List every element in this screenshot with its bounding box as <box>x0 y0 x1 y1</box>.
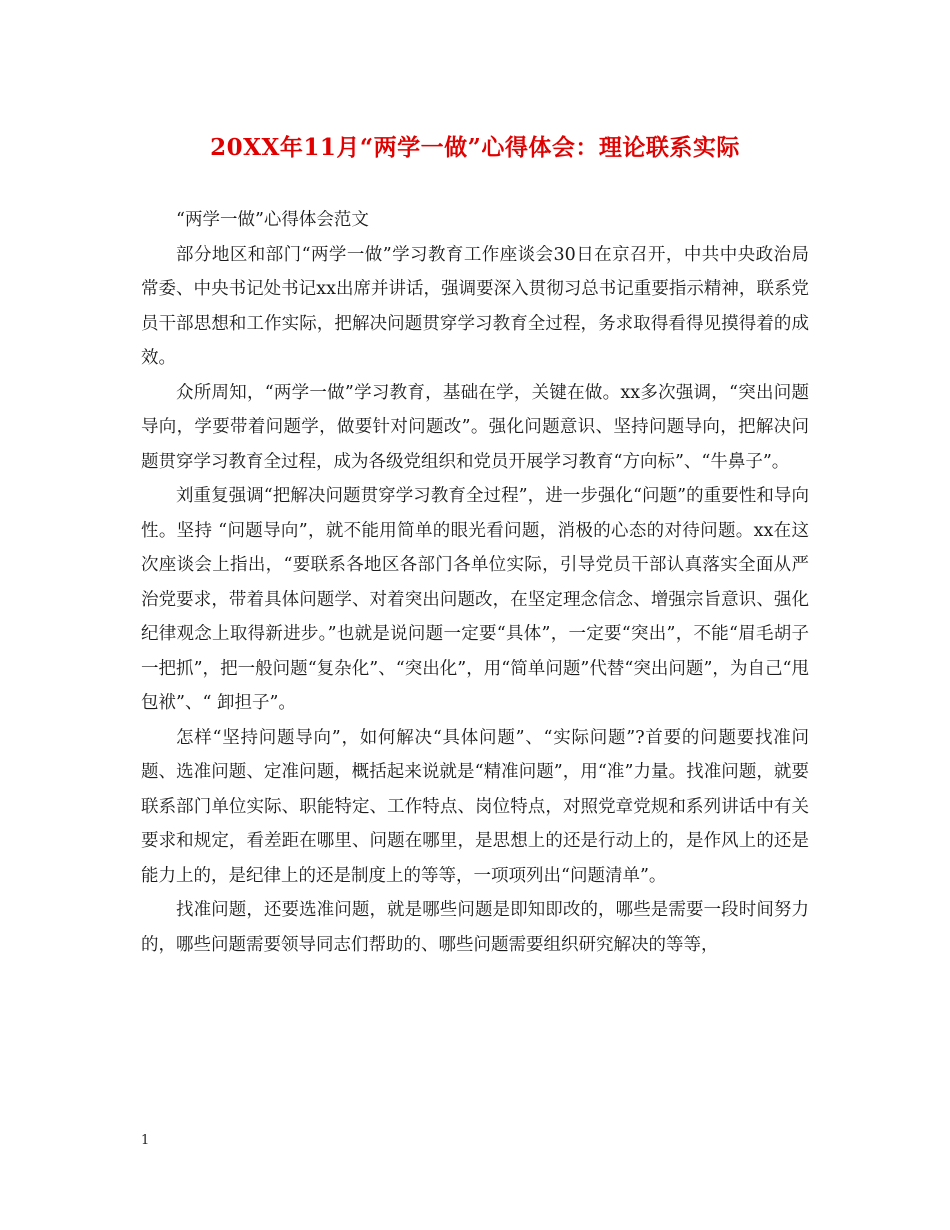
paragraph: 部分地区和部门“两学一做”学习教育工作座谈会30日在京召开，中共中央政治局常委、中央书记处书记xx出席并讲话，强调要深入贯彻习总书记重要指示精神，联系党员干部思想和工作实际，把解决问题贯穿学习教育全过程，务求取得看得见摸得着的成效。 <box>141 244 809 368</box>
paragraph: 找准问题，还要选准问题，就是哪些问题是即知即改的，哪些是需要一段时间努力的，哪些问题需要领导同志们帮助的、哪些问题需要组织研究解决的等等， <box>141 900 809 955</box>
document-body <box>141 203 809 962</box>
paragraph: “两学一做”心得体会范文 <box>176 210 369 230</box>
paragraph: 刘重复强调“把解决问题贯穿学习教育全过程”，进一步强化“问题”的重要性和导向性。坚持 “问题导向”，就不能用简单的眼光看问题，消极的心态的对待问题。xx在这次座谈会上指出，“要联系各地区各部门各单位实际，引导党员干部认真落实全面从严治党要求，带着具体问题学、对着突出问题改，在坚定理念信念、增强宗旨意识、强化纪律观念上取得新进步。”也就是说问题一定要“具体”，一定要“突出”，不能“眉毛胡子一把抓”，把一般问题“复杂化”、“突出化”，用“简单问题”代替“突出问题”，为自己“甩包袱”、“ 卸担子”。 <box>141 486 809 713</box>
paragraph: 怎样“坚持问题导向”，如何解决“具体问题”、“实际问题”?首要的问题要找准问题、选准问题、定准问题，概括起来说就是“精准问题”，用“准”力量。找准问题，就要联系部门单位实际、职能特定、工作特点、岗位特点，对照党章党规和系列讲话中有关要求和规定，看差距在哪里、问题在哪里，是思想上的还是行动上的，是作风上的还是能力上的，是纪律上的还是制度上的等等，一项项列出“问题清单”。 <box>141 727 809 886</box>
document-title: 20XX年11月“两学一做”心得体会：理论联系实际 <box>210 134 740 161</box>
paragraph: 众所周知，“两学一做”学习教育，基础在学，关键在做。xx多次强调，“突出问题导向，学要带着问题学，做要针对问题改”。强化问题意识、坚持问题导向，把解决问题贯穿学习教育全过程，成为各级党组织和党员开展学习教育“方向标”、“牛鼻子”。 <box>141 382 809 472</box>
page-number: 1 <box>141 1133 150 1148</box>
